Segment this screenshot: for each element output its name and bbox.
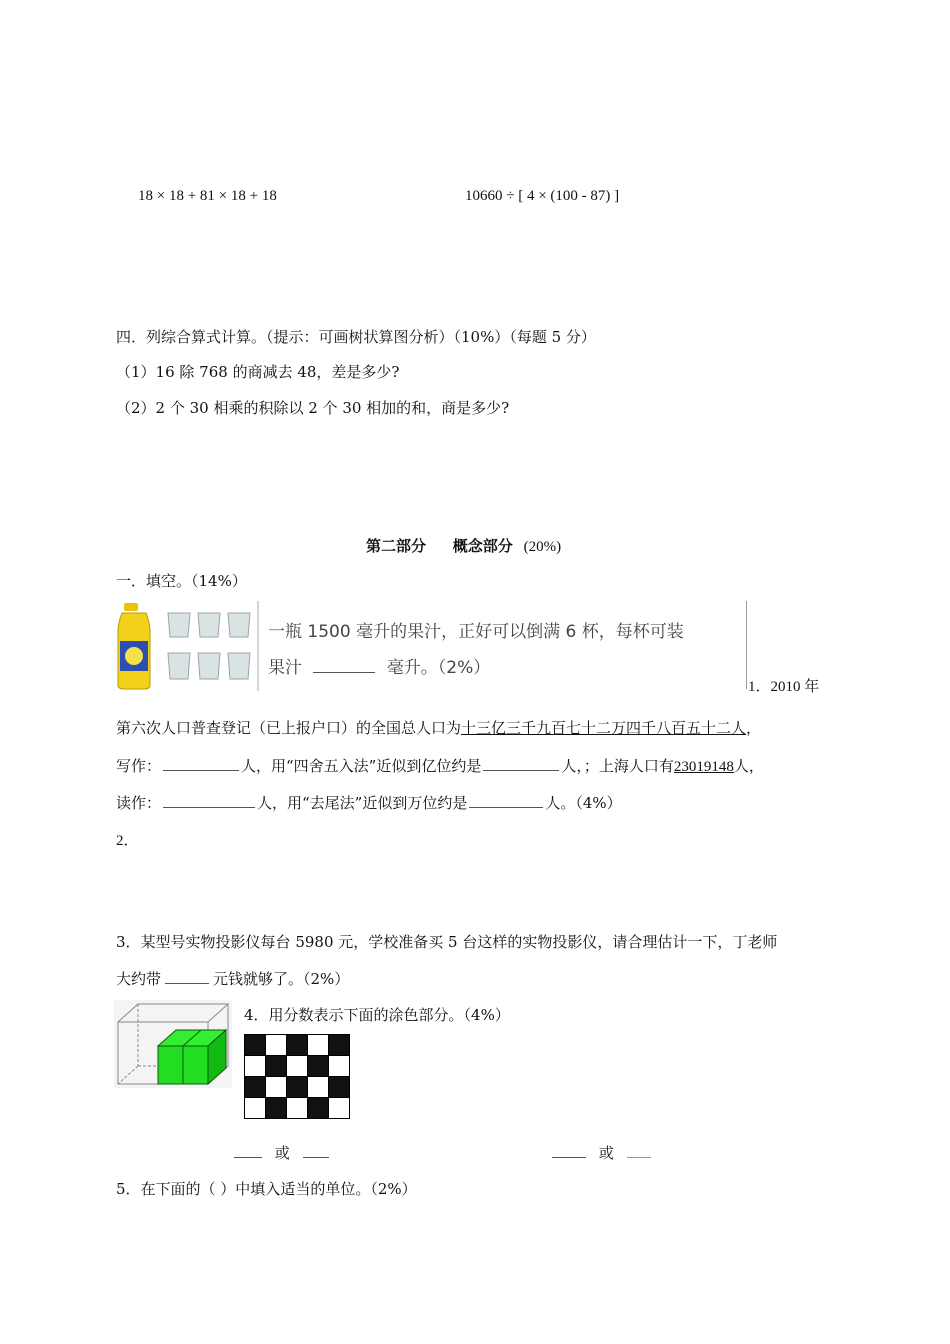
question-1-line-3 (116, 792, 622, 813)
fraction-blank-3[interactable] (552, 1145, 586, 1158)
read-as-blank[interactable] (163, 795, 255, 808)
question-3-suffix: 元钱就够了。（2%） (213, 970, 350, 988)
juice-bottle-and-cups-image (114, 601, 260, 691)
truncate-label: 人，用“去尾法”近似到万位约是 (257, 794, 468, 812)
fraction-blank-4[interactable] (627, 1145, 651, 1158)
or-label-2: 或 (598, 1144, 614, 1162)
question-1-line-1 (116, 717, 761, 738)
juice-line2-prefix: 果汁 (268, 658, 302, 678)
shaded-grid (244, 1034, 350, 1119)
part-two-title (366, 535, 561, 556)
part-two-label: 第二部分 (366, 537, 427, 555)
question-1-line-2-end: 人， (733, 757, 764, 775)
fill-heading: 一．填空。（14%） (116, 572, 247, 590)
juice-answer-blank[interactable] (313, 660, 375, 673)
question-1-text-a: 第六次人口普查登记（已上报户口）的全国总人口为 (116, 719, 462, 737)
section-four-heading: 四．列综合算式计算。（提示：可画树状算图分析）（10%）（每题 5 分） (116, 328, 596, 346)
calc-expression-1: 18 × 18 + 81 × 18 + 18 (138, 188, 277, 204)
question-3-prefix: 大约带 (116, 970, 162, 988)
write-as-label: 写作： (116, 757, 162, 775)
read-as-label: 读作： (116, 794, 162, 812)
write-as-blank[interactable] (163, 758, 239, 771)
fraction-blank-1[interactable] (234, 1145, 262, 1158)
question-5-text: 5．在下面的（ ）中填入适当的单位。（2%） (116, 1180, 417, 1198)
question-3-line-1: 3．某型号实物投影仪每台 5980 元，学校准备买 5 台这样的实物投影仪，请合理估计一下，丁老师 (116, 933, 778, 951)
or-label-1: 或 (274, 1144, 290, 1162)
green-cubes (158, 1030, 226, 1084)
fraction-blank-2[interactable] (303, 1145, 329, 1158)
question-3-blank[interactable] (165, 971, 209, 984)
question-1-line-2 (116, 755, 764, 776)
juice-line2-suffix: 毫升。（2%） (386, 658, 491, 678)
round-label: 人，用“四舍五入法”近似到亿位约是 (241, 757, 482, 775)
round-blank[interactable] (483, 758, 559, 771)
question-4-answer-row-2 (552, 1142, 651, 1163)
question-4-answer-row-1 (234, 1142, 329, 1163)
question-3-line-2 (116, 968, 349, 989)
question-4-text: 4．用分数表示下面的涂色部分。（4%） (244, 1006, 510, 1024)
shanghai-population: 23019148 (673, 759, 734, 775)
question-1-line-3-end: 人。（4%） (545, 794, 622, 812)
section-four-question-2: （2）2 个 30 相乘的积除以 2 个 30 相加的和，商是多少? (116, 399, 510, 417)
population-words: 十三亿三千九百七十二万四千八百五十二人 (461, 719, 747, 737)
part-two-percent: (20%) (523, 539, 562, 555)
juice-problem-line-1: 一瓶 1500 毫升的果汁，正好可以倒满 6 杯，每杯可装 (268, 622, 684, 642)
truncate-blank[interactable] (469, 795, 543, 808)
section-four-question-1: （1）16 除 768 的商减去 48，差是多少? (116, 363, 400, 381)
question-1-number: 1．2010 年 (748, 679, 820, 695)
calc-expression-2: 10660 ÷ [ 4 × (100 - 87) ] (465, 188, 620, 204)
question-2-number: 2． (116, 833, 139, 849)
juice-bottle-icon (118, 603, 150, 689)
juice-problem-line-2 (268, 653, 490, 678)
cube-figure (114, 1000, 232, 1088)
part-two-subtitle: 概念部分 (452, 537, 513, 555)
question-1-text-b: ， (746, 719, 762, 737)
shanghai-label: 人，；上海人口有 (561, 757, 674, 775)
